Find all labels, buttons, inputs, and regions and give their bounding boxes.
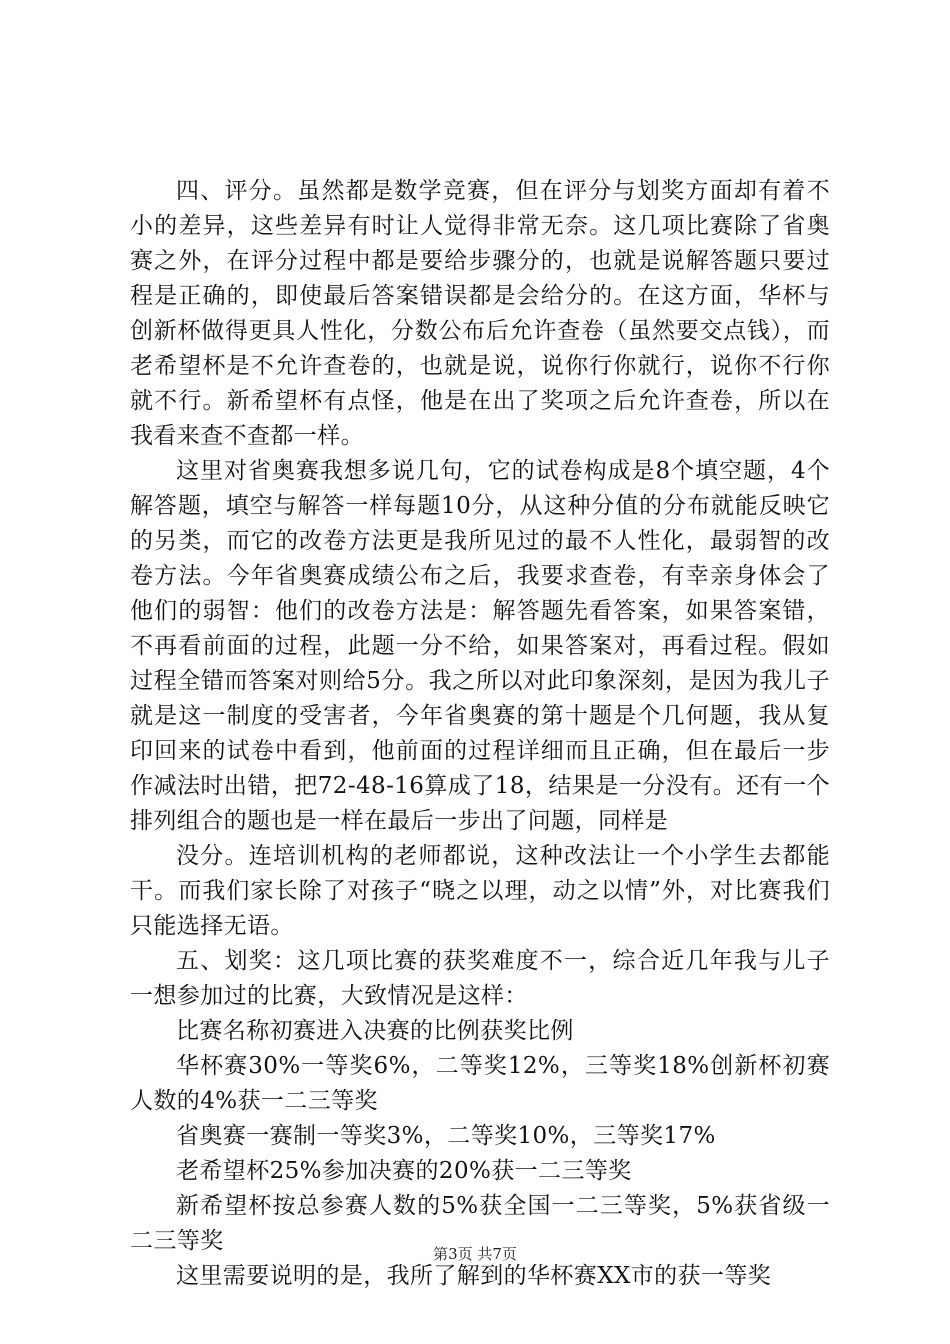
paragraph-old-xiwang: 老希望杯25%参加决赛的20%获一二三等奖: [176, 1158, 632, 1184]
paragraph-table-header: 比赛名称初赛进入决赛的比例获奖比例: [176, 1018, 574, 1044]
page-number: 第3页 共7页: [433, 1245, 517, 1263]
page-footer: [0, 1244, 950, 1264]
paragraph-no-score: 没分。连培训机构的老师都说，这种改法让一个小学生去都能干。而我们家长除了对孩子“晓之以理，动之以情”外，对比赛我们只能选择无语。: [130, 843, 830, 939]
paragraph-awards-intro: 五、划奖：这几项比赛的获奖难度不一，综合近几年我与儿子一想参加过的比赛，大致情况是这样：: [130, 948, 830, 1009]
paragraph-provincial: 省奥赛一赛制一等奖3%，二等奖10%，三等奖17%: [176, 1123, 716, 1149]
document-body: [130, 174, 830, 1294]
paragraph-provincial-olympiad: 这里对省奥赛我想多说几句，它的试卷构成是8个填空题，4个解答题，填空与解答一样每题10分，从这种分值的分布就能反映它的另类，而它的改卷方法更是我所见过的最不人性化，最弱智的改卷方法。今年省奥赛成绩公布之后，我要求查卷，有幸亲身体会了他们的弱智：他们的改卷方法是：解答题先看答案，如果答案错，不再看前面的过程，此题一分不给，如果答案对，再看过程。假如过程全错而答案对则给5分。我之所以对此印象深刻，是因为我儿子就是这一制度的受害者，今年省奥赛的第十题是个几何题，我从复印回来的试卷中看到，他前面的过程详细而且正确，但在最后一步作减法时出错，把72-48-16算成了18，结果是一分没有。还有一个排列组合的题也是一样在最后一步出了问题，同样是: [130, 458, 830, 834]
paragraph-note: 这里需要说明的是，我所了解到的华杯赛XX市的获一等奖: [176, 1263, 772, 1289]
paragraph-new-xiwang: 新希望杯按总参赛人数的5%获全国一二三等奖，5%获省级一二三等奖: [130, 1193, 830, 1254]
paragraph-huabei: 华杯赛30%一等奖6%，二等奖12%，三等奖18%创新杯初赛人数的4%获一二三等奖: [130, 1053, 830, 1114]
paragraph-scoring: 四、评分。虽然都是数学竞赛，但在评分与划奖方面却有着不小的差异，这些差异有时让人觉得非常无奈。这几项比赛除了省奥赛之外，在评分过程中都是要给步骤分的，也就是说解答题只要过程是正确的，即使最后答案错误都是会给分的。在这方面，华杯与创新杯做得更具人性化，分数公布后允许查卷（虽然要交点钱），而老希望杯是不允许查卷的，也就是说，说你行你就行，说你不行你就不行。新希望杯有点怪，他是在出了奖项之后允许查卷，所以在我看来查不查都一样。: [130, 178, 830, 449]
